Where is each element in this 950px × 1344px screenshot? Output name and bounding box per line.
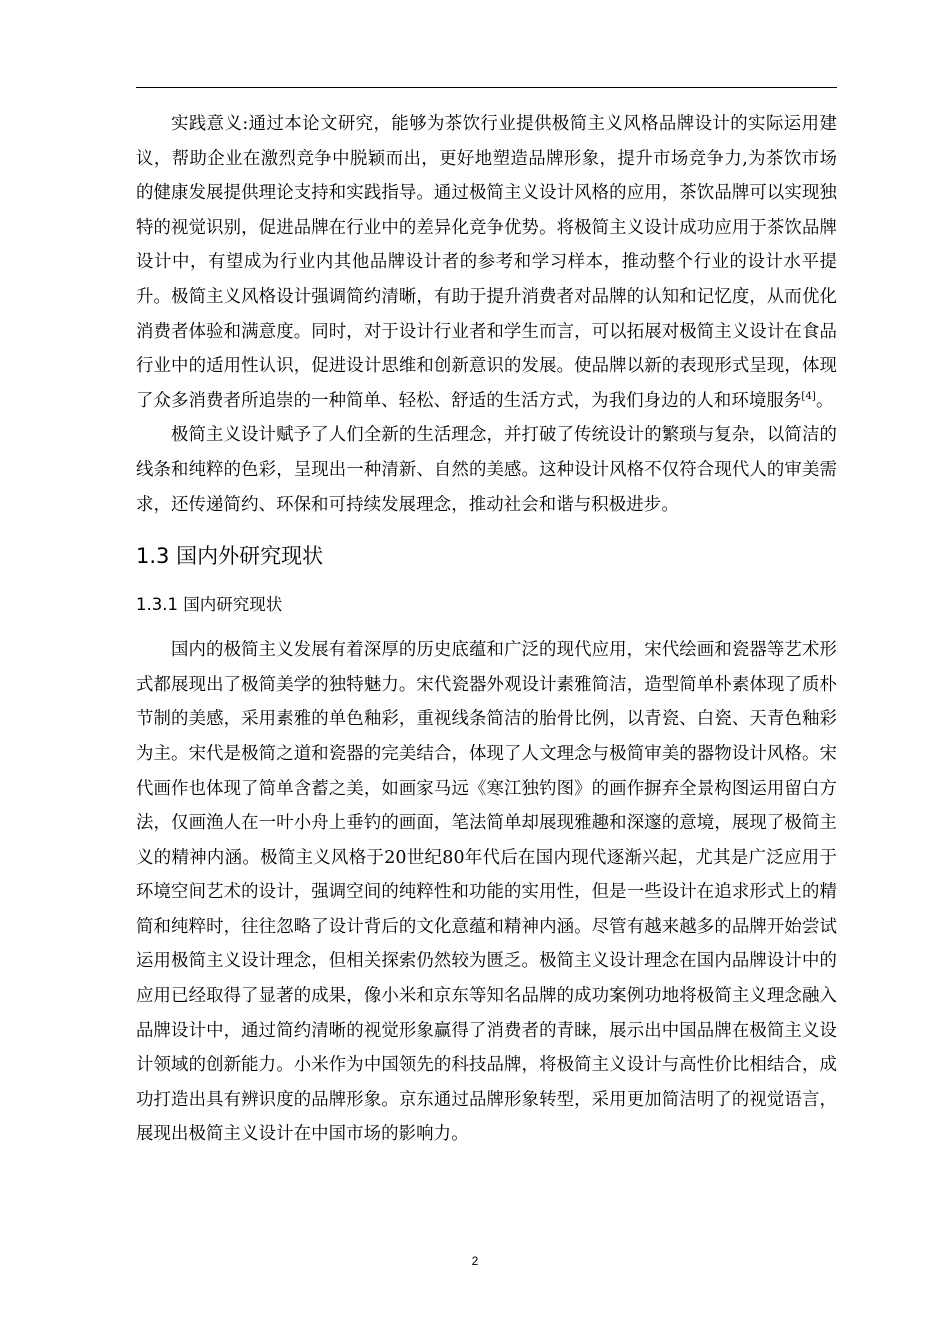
section-heading: 1.3 国内外研究现状 xyxy=(136,544,324,569)
paragraph-minimalism-concept: 极简主义设计赋予了人们全新的生活理念，并打破了传统设计的繁琐与复杂，以简洁的线条和纯粹的色彩，呈现出一种清新、自然的美感。这种设计风格不仅符合现代人的审美需求，还传递简约、环保和可持续发展理念，推动社会和谐与积极进步。 xyxy=(136,425,837,515)
paragraph-domestic-research: 国内的极简主义发展有着深厚的历史底蕴和广泛的现代应用，宋代绘画和瓷器等艺术形式都展现出了极简美学的独特魅力。宋代瓷器外观设计素雅简洁，造型简单朴素体现了质朴节制的美感，采用素雅的单色釉彩，重视线条简洁的胎骨比例，以青瓷、白瓷、天青色釉彩为主。宋代是极简之道和瓷器的完美结合，体现了人文理念与极简审美的器物设计风格。宋代画作也体现了简单含蓄之美，如画家马远《寒江独钓图》的画作摒弃全景构图运用留白方法，仅画渔人在一叶小舟上垂钓的画面，笔法简单却展现雅趣和深邃的意境，展现了极简主义的精神内涵。极简主义风格于20世纪80年代后在国内现代逐渐兴起，尤其是广泛应用于环境空间艺术的设计，强调空间的纯粹性和功能的实用性，但是一些设计在追求形式上的精简和纯粹时，往往忽略了设计背后的文化意蕴和精神内涵。尽管有越来越多的品牌开始尝试运用极简主义设计理念，但相关探索仍然较为匮乏。极简主义设计理念在国内品牌设计中的应用已经取得了显著的成果，像小米和京东等知名品牌的成功案例功地将极简主义理念融入品牌设计中，通过简约清晰的视觉形象赢得了消费者的青睐，展示出中国品牌在极简主义设计领域的创新能力。小米作为中国领先的科技品牌，将极简主义设计与高性价比相结合，成功打造出具有辨识度的品牌形象。京东通过品牌形象转型，采用更加简洁明了的视觉语言，展现出极简主义设计在中国市场的影响力。 xyxy=(136,640,837,1145)
page-content xyxy=(136,107,837,1152)
paragraph-practical-significance xyxy=(136,107,837,418)
page-number: 2 xyxy=(471,1254,479,1268)
paragraph-end: 。 xyxy=(815,390,834,411)
spacer xyxy=(136,622,837,633)
subsection-heading: 1.3.1 国内研究现状 xyxy=(136,595,283,615)
citation-ref: [4] xyxy=(801,390,816,402)
paragraph-text: 实践意义:通过本论文研究，能够为茶饮行业提供极简主义风格品牌设计的实际运用建议，帮助企业在激烈竞争中脱颖而出，更好地塑造品牌形象，提升市场竞争力,为茶饮市场的健康发展提供理论支持和实践指导。通过极简主义设计风格的应用，茶饮品牌可以实现独特的视觉识别，促进品牌在行业中的差异化竞争优势。将极简主义设计成功应用于茶饮品牌设计中，有望成为行业内其他品牌设计者的参考和学习样本，推动整个行业的设计水平提升。极简主义风格设计强调简约清晰，有助于提升消费者对品牌的认知和记忆度，从而优化消费者体验和满意度。同时，对于设计行业者和学生而言，可以拓展对极简主义设计在食品行业中的适用性认识，促进设计思维和创新意识的发展。使品牌以新的表现形式呈现，体现了众多消费者所追崇的一种简单、轻松、舒适的生活方式，为我们身边的人和环境服务 xyxy=(136,114,837,411)
header-rule xyxy=(136,87,837,88)
